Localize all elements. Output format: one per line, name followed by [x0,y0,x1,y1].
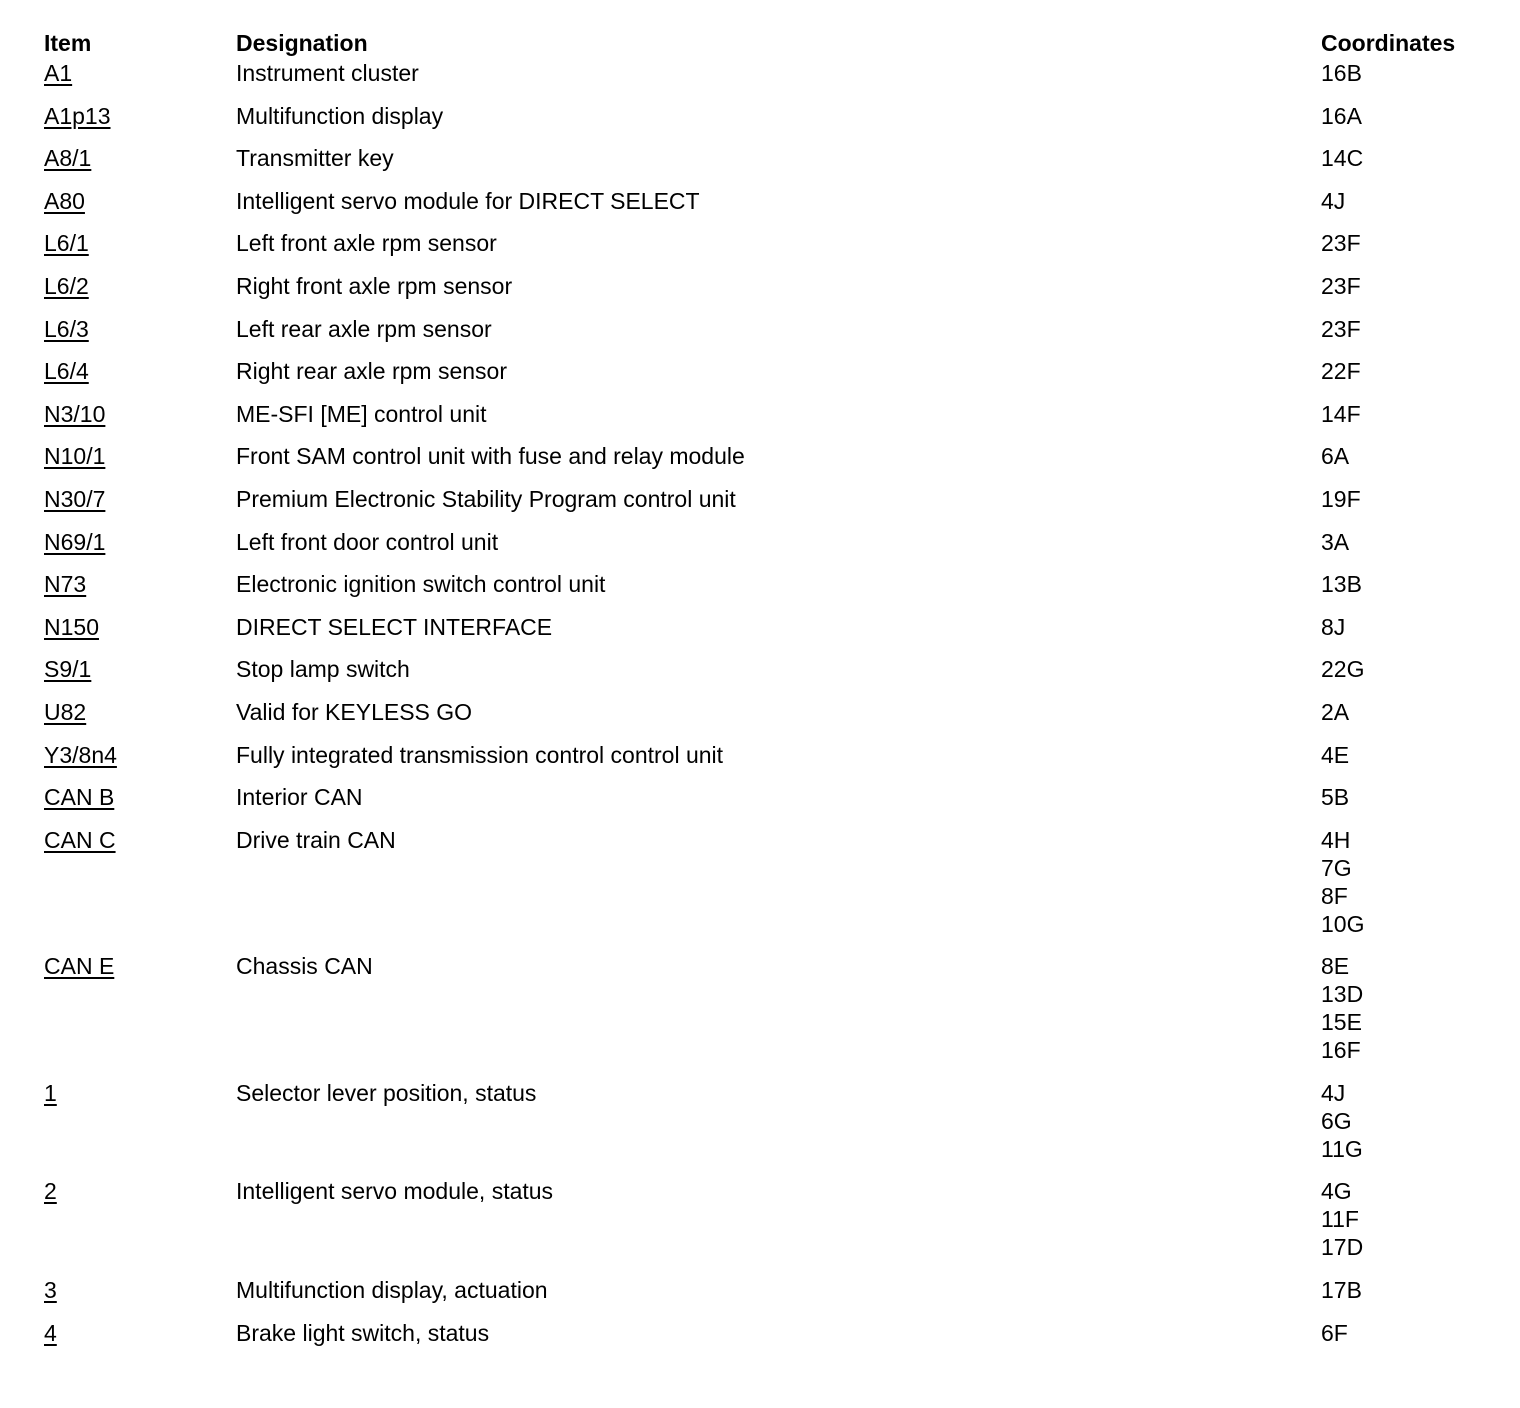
table-row [44,485,1484,528]
table-row [44,272,1484,315]
designation-cell: Valid for KEYLESS GO [236,698,473,725]
designation-cell: Multifunction display [236,102,444,129]
coordinates-cell [1321,1276,1484,1319]
table-row [44,570,1484,613]
table-row [44,783,1484,826]
coordinate-value: 17D [1321,1234,1364,1261]
coordinate-value: 23F [1321,315,1361,342]
coordinate-value: 22F [1321,358,1361,385]
item-cell [44,357,236,400]
designation-cell: Left front door control unit [236,528,499,555]
item-link[interactable]: 2 [44,1178,57,1205]
item-link[interactable]: N150 [44,613,99,640]
coordinates-cell [1321,1177,1484,1276]
item-cell [44,1079,236,1178]
header-designation: Designation [236,30,368,56]
item-link[interactable]: CAN E [44,953,115,980]
designation-cell: Fully integrated transmission control control unit [236,741,724,768]
coordinates-cell [1321,272,1484,315]
designation-cell: Drive train CAN [236,826,396,853]
coordinate-value: 11F [1321,1206,1359,1233]
item-link[interactable]: CAN C [44,826,116,853]
item-link[interactable]: U82 [44,698,87,725]
item-cell [44,442,236,485]
coordinates-cell [1321,485,1484,528]
coordinate-value: 4E [1321,741,1350,768]
item-cell [44,400,236,443]
header-item: Item [44,30,92,56]
coordinates-cell [1321,1079,1484,1178]
item-cell [44,59,236,102]
coordinates-cell [1321,570,1484,613]
table-row [44,1177,1484,1276]
coordinates-cell [1321,613,1484,656]
coordinate-value: 19F [1321,485,1361,512]
item-cell [44,826,236,953]
item-link[interactable]: 1 [44,1079,57,1106]
designation-cell: Multifunction display, actuation [236,1277,548,1304]
designation-cell: Stop lamp switch [236,656,410,683]
designation-cell: Left rear axle rpm sensor [236,315,492,342]
designation-cell: Intelligent servo module, status [236,1178,554,1205]
table-row [44,655,1484,698]
item-link[interactable]: N10/1 [44,443,106,470]
table-row [44,528,1484,571]
item-link[interactable]: A1 [44,60,73,86]
item-cell [44,570,236,613]
table-row [44,741,1484,784]
item-cell [44,102,236,145]
coordinates-cell [1321,528,1484,571]
coordinate-value: 15E [1321,1009,1362,1036]
designation-cell: Left front axle rpm sensor [236,230,497,257]
header-coordinates: Coordinates [1321,30,1456,56]
coordinates-cell [1321,783,1484,826]
item-link[interactable]: L6/1 [44,230,89,257]
table-row [44,187,1484,230]
table-row [44,229,1484,272]
item-cell [44,144,236,187]
designation-cell: Selector lever position, status [236,1079,537,1106]
coordinate-value: 14C [1321,145,1364,172]
table-row [44,1276,1484,1319]
item-cell [44,655,236,698]
designation-cell: DIRECT SELECT INTERFACE [236,613,553,640]
item-cell [44,528,236,571]
item-cell [44,1319,236,1362]
coordinate-value: 4H [1321,826,1351,853]
item-link[interactable]: A1p13 [44,102,111,129]
coordinate-value: 16B [1321,60,1362,86]
table-row [44,1319,1484,1362]
designation-cell: Chassis CAN [236,953,373,980]
item-cell [44,485,236,528]
coordinate-value: 13B [1321,571,1362,598]
table-row [44,144,1484,187]
item-link[interactable]: N73 [44,571,87,598]
coordinates-cell [1321,357,1484,400]
coordinates-cell [1321,741,1484,784]
designation-cell: Right front axle rpm sensor [236,272,513,299]
table-row [44,102,1484,145]
item-cell [44,783,236,826]
designation-cell: Front SAM control unit with fuse and relay module [236,443,745,470]
coordinate-value: 22G [1321,656,1365,683]
coordinates-cell [1321,102,1484,145]
coordinate-value: 5B [1321,784,1350,811]
table-row [44,315,1484,358]
item-cell [44,613,236,656]
table-row [44,1079,1484,1178]
coordinate-value: 2A [1321,698,1350,725]
item-link[interactable]: L6/3 [44,315,89,342]
designation-cell: Intelligent servo module for DIRECT SELECT [236,187,700,214]
designation-cell: Transmitter key [236,145,394,172]
table-row [44,698,1484,741]
item-link[interactable]: S9/1 [44,656,92,683]
coordinate-value: 3A [1321,528,1350,555]
table-row [44,357,1484,400]
coordinates-cell [1321,229,1484,272]
coordinates-cell [1321,698,1484,741]
designation-cell: ME-SFI [ME] control unit [236,400,487,427]
table-row [44,613,1484,656]
coordinate-value: 7G [1321,854,1352,881]
table-row [44,59,1484,102]
designation-cell: Premium Electronic Stability Program control unit [236,485,736,512]
table-row [44,442,1484,485]
item-cell [44,698,236,741]
coordinate-value: 8E [1321,953,1350,980]
coordinates-cell [1321,315,1484,358]
item-link[interactable]: N69/1 [44,528,106,555]
designation-cell: Electronic ignition switch control unit [236,571,606,598]
coordinates-cell [1321,826,1484,953]
coordinate-value: 23F [1321,272,1361,299]
item-cell [44,229,236,272]
item-link[interactable]: N3/10 [44,400,106,427]
coordinates-cell [1321,1319,1484,1362]
coordinate-value: 16F [1321,1037,1361,1064]
coordinate-value: 6G [1321,1107,1352,1134]
coordinate-value: 13D [1321,981,1364,1008]
table-row [44,400,1484,443]
coordinate-value: 8F [1321,882,1348,909]
coordinate-value: 17B [1321,1277,1362,1304]
item-cell [44,187,236,230]
designation-cell: Interior CAN [236,784,363,811]
coordinate-value: 4J [1321,187,1346,214]
coordinate-value: 14F [1321,400,1361,427]
item-link[interactable]: 4 [44,1319,57,1346]
item-link[interactable]: L6/2 [44,272,89,299]
item-link[interactable]: CAN B [44,784,115,811]
component-legend-table [44,29,1484,1361]
table-row [44,826,1484,953]
item-link[interactable]: L6/4 [44,358,89,385]
designation-cell: Brake light switch, status [236,1319,490,1346]
coordinate-value: 4J [1321,1079,1346,1106]
designation-cell: Instrument cluster [236,60,419,86]
item-cell [44,952,236,1079]
item-cell [44,741,236,784]
legend-body [44,59,1484,1361]
item-link[interactable]: N30/7 [44,485,106,512]
coordinates-cell [1321,144,1484,187]
item-link[interactable]: A8/1 [44,145,92,172]
coordinates-cell [1321,187,1484,230]
header-row [44,29,1484,59]
coordinates-cell [1321,442,1484,485]
item-cell [44,1177,236,1276]
coordinates-cell [1321,59,1484,102]
item-link[interactable]: A80 [44,187,85,214]
item-link[interactable]: Y3/8n4 [44,741,117,768]
designation-cell: Right rear axle rpm sensor [236,358,507,385]
coordinate-value: 23F [1321,230,1361,257]
coordinates-cell [1321,655,1484,698]
item-link[interactable]: 3 [44,1277,57,1304]
coordinate-value: 4G [1321,1178,1352,1205]
coordinate-value: 10G [1321,910,1365,937]
coordinate-value: 11G [1321,1135,1363,1162]
table-row [44,952,1484,1079]
coordinate-value: 6A [1321,443,1350,470]
item-cell [44,1276,236,1319]
coordinate-value: 6F [1321,1319,1348,1346]
coordinates-cell [1321,400,1484,443]
item-cell [44,315,236,358]
item-cell [44,272,236,315]
coordinate-value: 8J [1321,613,1346,640]
coordinate-value: 16A [1321,102,1362,129]
coordinates-cell [1321,952,1484,1079]
